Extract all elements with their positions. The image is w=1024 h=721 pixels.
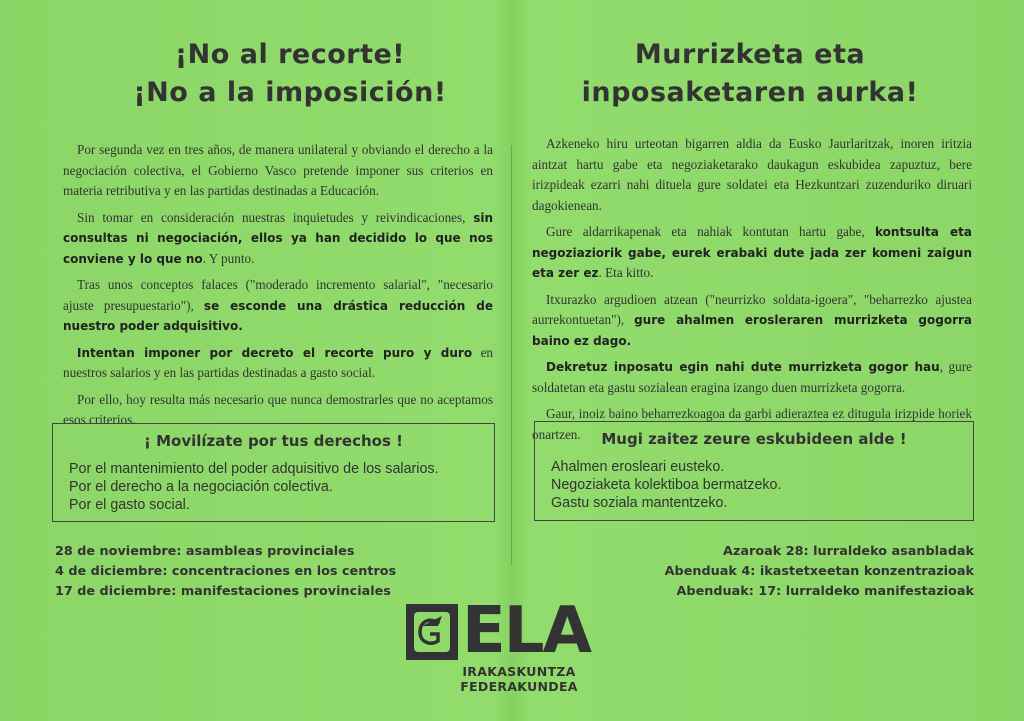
left-box-line-3: Por el gasto social. [69,497,190,513]
right-paragraph-5: Gaur, inoiz baino beharrezkoagoa da garbi adieraztea ez ditugula irizpide horiek onartzen. [532,406,972,442]
right-date-2: Abenduak 4: ikastetxeetan konzentrazioak [664,564,974,579]
left-paragraph-4: Intentan imponer por decreto el recorte puro y duro en nuestros salarios y en las partidas destinadas a gasto social. [63,344,494,380]
left-paragraph-2: Sin tomar en consideración nuestras inquietudes y reivindicaciones, sin consultas ni negociación, ellos ya han decidido lo que nos conviene y lo que no. Y punto. [63,209,493,266]
left-title [80,36,500,112]
left-box-lines [69,460,494,514]
right-mobilize-box [534,421,974,521]
right-title-line1: Murrizketa eta [634,39,866,70]
right-paragraph-3: Itxurazko argudioen atzean ("neurrizko soldata-igoera", "beharrezko ajustea aurrekontuetan"), gure ahalmen erosleraren murrizketa gogorra baino ez dago. [532,291,973,348]
right-body [532,134,972,451]
ela-emblem-icon [406,604,458,660]
right-date-3: Abenduak: 17: lurraldeko manifestazioak [676,584,974,599]
left-date-3: 17 de diciembre: manifestaciones provinciales [55,584,391,599]
left-body [63,140,493,437]
left-date-2: 4 de diciembre: concentraciones en los centros [55,564,397,579]
left-date-1: 28 de noviembre: asambleas provinciales [55,544,355,559]
right-paragraph-4: Dekretuz inposatu egin nahi dute murrizketa gogor hau, gure soldatetan eta gastu sozialean eragina izango duen murrizketa gogorra. [532,359,972,395]
left-title-line2: ¡No a la imposición! [133,77,447,108]
ela-subtitle: IRAKASKUNTZA FEDERAKUNDEA [460,664,578,694]
right-box-line-2: Negoziaketa kolektiboa bermatzeko. [551,477,782,493]
right-box-title: Mugi zaitez zeure eskubideen alde ! [601,430,907,448]
right-box-lines [551,458,973,512]
right-date-1: Azaroak 28: lurraldeko asanbladak [723,544,974,559]
right-paragraph-2: Gure aldarrikapenak eta nahiak kontutan hartu gabe, kontsulta eta negoziaziorik gabe, eurek erabaki dute jada zer komeni zaigun eta zer ez. Eta kitto. [532,224,973,280]
left-paragraph-3: Tras unos conceptos falaces ("moderado incremento salarial", "necesario ajuste presupuestario"), se esconde una drástica reducción de nuestro poder adquisitivo. [63,277,493,333]
left-paragraph-1: Por segunda vez en tres años, de manera unilateral y obviando el derecho a la negociación colectiva, el Gobierno Vasco pretende imponer sus criterios en materia retributiva y en las partidas destinadas a Educación. [63,142,493,198]
left-mobilize-box [52,423,495,522]
center-fold [511,145,512,565]
left-box-line-2: Por el derecho a la negociación colectiva. [69,479,333,495]
right-title [560,36,940,112]
ela-logo [406,594,632,668]
left-box-line-1: Por el mantenimiento del poder adquisitivo de los salarios. [69,461,439,477]
right-dates [600,542,974,602]
right-box-line-3: Gastu soziala mantentzeko. [551,495,728,511]
left-box-title: ¡ Movilízate por tus derechos ! [144,432,403,450]
left-title-line1: ¡No al recorte! [174,39,406,70]
right-paragraph-1: Azkeneko hiru urteotan bigarren aldia da Eusko Jaurlaritzak, inoren iritzia aintzat hartu gabe eta negoziaketarako daukagun eskubidea zapuztuz, bere irizpideak ezarri nahi dituela gure soldatei eta Hezkuntzari zuzenduriko diruari dagokienean. [532,136,972,213]
ela-logo-text: ELA [462,594,591,668]
left-dates [55,542,455,602]
left-paragraph-5: Por ello, hoy resulta más necesario que nunca demostrarles que no aceptamos esos criterios. [63,391,493,427]
right-box-line-1: Ahalmen erosleari eusteko. [551,459,725,475]
right-title-line2: inposaketaren aurka! [581,77,919,108]
